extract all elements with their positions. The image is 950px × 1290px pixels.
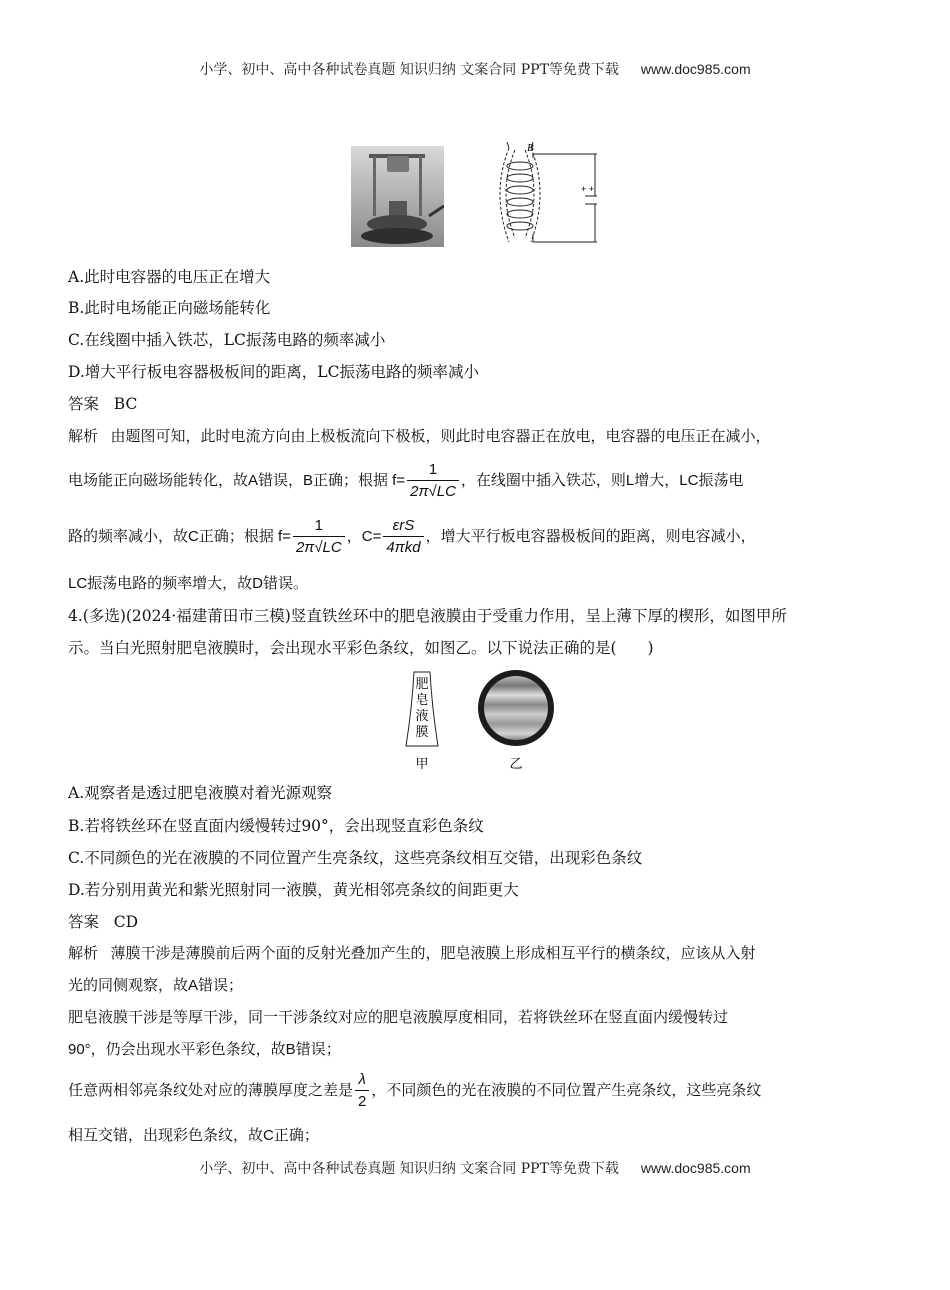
fig-yi-caption: 乙 [509, 757, 523, 772]
frequency-formula-2 [293, 516, 345, 559]
formula-f2-num: 1 [293, 516, 345, 537]
formula-f2-den: 2π√LC [295, 538, 342, 556]
q3-option-b: B.此时电场能正向磁场能转化 [68, 299, 271, 317]
interference-fringes-figure [474, 668, 564, 772]
wedge-char-4: 膜 [415, 725, 429, 740]
q4-analysis-line5 [68, 1068, 761, 1114]
q3-option-c: C.在线圈中插入铁芯，LC振荡电路的频率减小 [68, 331, 386, 349]
q3-analysis-text2b: ，在线圈中插入铁芯，则L增大，LC振荡电 [460, 472, 744, 489]
q4-analysis-label: 解析 [68, 945, 99, 962]
q3-analysis-text2a: 电场能正向磁场能转化，故A错误，B正确；根据 f= [68, 472, 406, 489]
formula-two: 2 [358, 1092, 367, 1110]
page-header [0, 59, 950, 79]
q4-analysis-text5a: 任意两相邻亮条纹处对应的薄膜厚度之差是 [68, 1082, 354, 1099]
q4-analysis-line1 [68, 943, 756, 965]
q4-stem-line2: 示。当白光照射肥皂液膜时，会出现水平彩色条纹，如图乙。以下说法正确的是( ) [68, 639, 654, 657]
wedge-char-1: 肥 [415, 677, 429, 692]
q4-analysis-line4: 90°，仍会出现水平彩色条纹，故B错误； [68, 1041, 341, 1058]
q3-analysis-text3c: ，增大平行板电容器极板间的距离，则电容减小， [425, 528, 756, 545]
q4-option-a: A.观察者是透过肥皂液膜对着光源观察 [68, 784, 333, 802]
b-field-label: B [527, 142, 534, 154]
wedge-char-2: 皂 [415, 693, 429, 708]
formula-c-den: 4πkd [386, 538, 421, 556]
q3-analysis-line3 [68, 514, 756, 560]
fig-jia-caption: 甲 [415, 757, 429, 772]
q3-answer-value: BC [113, 395, 138, 413]
q4-analysis-text5b: ，不同颜色的光在液膜的不同位置产生亮条纹，这些亮条纹 [371, 1082, 762, 1099]
q4-analysis-line2: 光的同侧观察，故A错误； [68, 977, 244, 994]
footer-text: 小学、初中、高中各种试卷真题 知识归纳 文案合同 PPT等免费下载 [199, 1161, 619, 1177]
footer-site: www.doc985.com [640, 1160, 751, 1176]
q3-analysis-text3a: 路的频率减小，故C正确；根据 f= [68, 528, 291, 545]
q4-option-c: C.不同颜色的光在液膜的不同位置产生亮条纹，这些亮条纹相互交错，出现彩色条纹 [68, 849, 643, 867]
svg-text:+ +: + + [581, 184, 595, 194]
q4-answer-label: 答案 [68, 913, 100, 931]
frequency-formula [407, 460, 459, 503]
q3-option-a: A.此时电容器的电压正在增大 [68, 268, 271, 286]
soap-film-wedge-figure [400, 668, 444, 772]
q4-stem-line1: 4.(多选)(2024·福建莆田市三模)竖直铁丝环中的肥皂液膜由于受重力作用，呈上薄下厚的楔形，如图甲所 [68, 607, 787, 625]
q4-analysis-text1: 薄膜干涉是薄膜前后两个面的反射光叠加产生的，肥皂液膜上形成相互平行的横条纹，应该从入射 [110, 945, 756, 962]
levitation-photo [351, 146, 444, 247]
header-site: www.doc985.com [640, 61, 751, 77]
q3-analysis-line1 [68, 426, 771, 448]
q3-analysis-label: 解析 [68, 428, 99, 445]
q3-answer [68, 393, 137, 415]
formula-f-num: 1 [407, 460, 459, 481]
q3-analysis-line2 [68, 458, 743, 504]
q3-analysis-text3b: ，C= [346, 528, 382, 545]
q3-option-d: D.增大平行板电容器极板间的距离，LC振荡电路的频率减小 [68, 363, 479, 381]
capacitance-formula [383, 516, 423, 559]
formula-c-num: εrS [383, 516, 423, 537]
q4-answer-value: CD [113, 913, 139, 931]
half-wavelength-formula [355, 1070, 369, 1113]
q3-analysis-line4: LC振荡电路的频率增大，故D错误。 [68, 575, 309, 592]
q4-analysis-line6: 相互交错，出现彩色条纹，故C正确； [68, 1127, 319, 1144]
q4-answer [68, 911, 138, 933]
header-text: 小学、初中、高中各种试卷真题 知识归纳 文案合同 PPT等免费下载 [199, 62, 619, 78]
q4-option-d: D.若分别用黄光和紫光照射同一液膜，黄光相邻亮条纹的间距更大 [68, 881, 519, 899]
formula-lambda: λ [355, 1070, 369, 1091]
page-footer [0, 1158, 950, 1178]
q4-option-b: B.若将铁丝环在竖直面内缓慢转过90°，会出现竖直彩色条纹 [68, 817, 484, 835]
wedge-char-3: 液 [415, 709, 429, 724]
lc-circuit-diagram [487, 138, 597, 248]
formula-f-den: 2π√LC [410, 482, 456, 500]
q3-answer-label: 答案 [68, 395, 100, 413]
q4-analysis-line3: 肥皂液膜干涉是等厚干涉，同一干涉条纹对应的肥皂液膜厚度相同，若将铁丝环在竖直面内缓慢转过 [68, 1009, 729, 1026]
q3-analysis-text1: 由题图可知，此时电流方向由上极板流向下极板，则此时电容器正在放电，电容器的电压正在减小， [110, 428, 771, 445]
